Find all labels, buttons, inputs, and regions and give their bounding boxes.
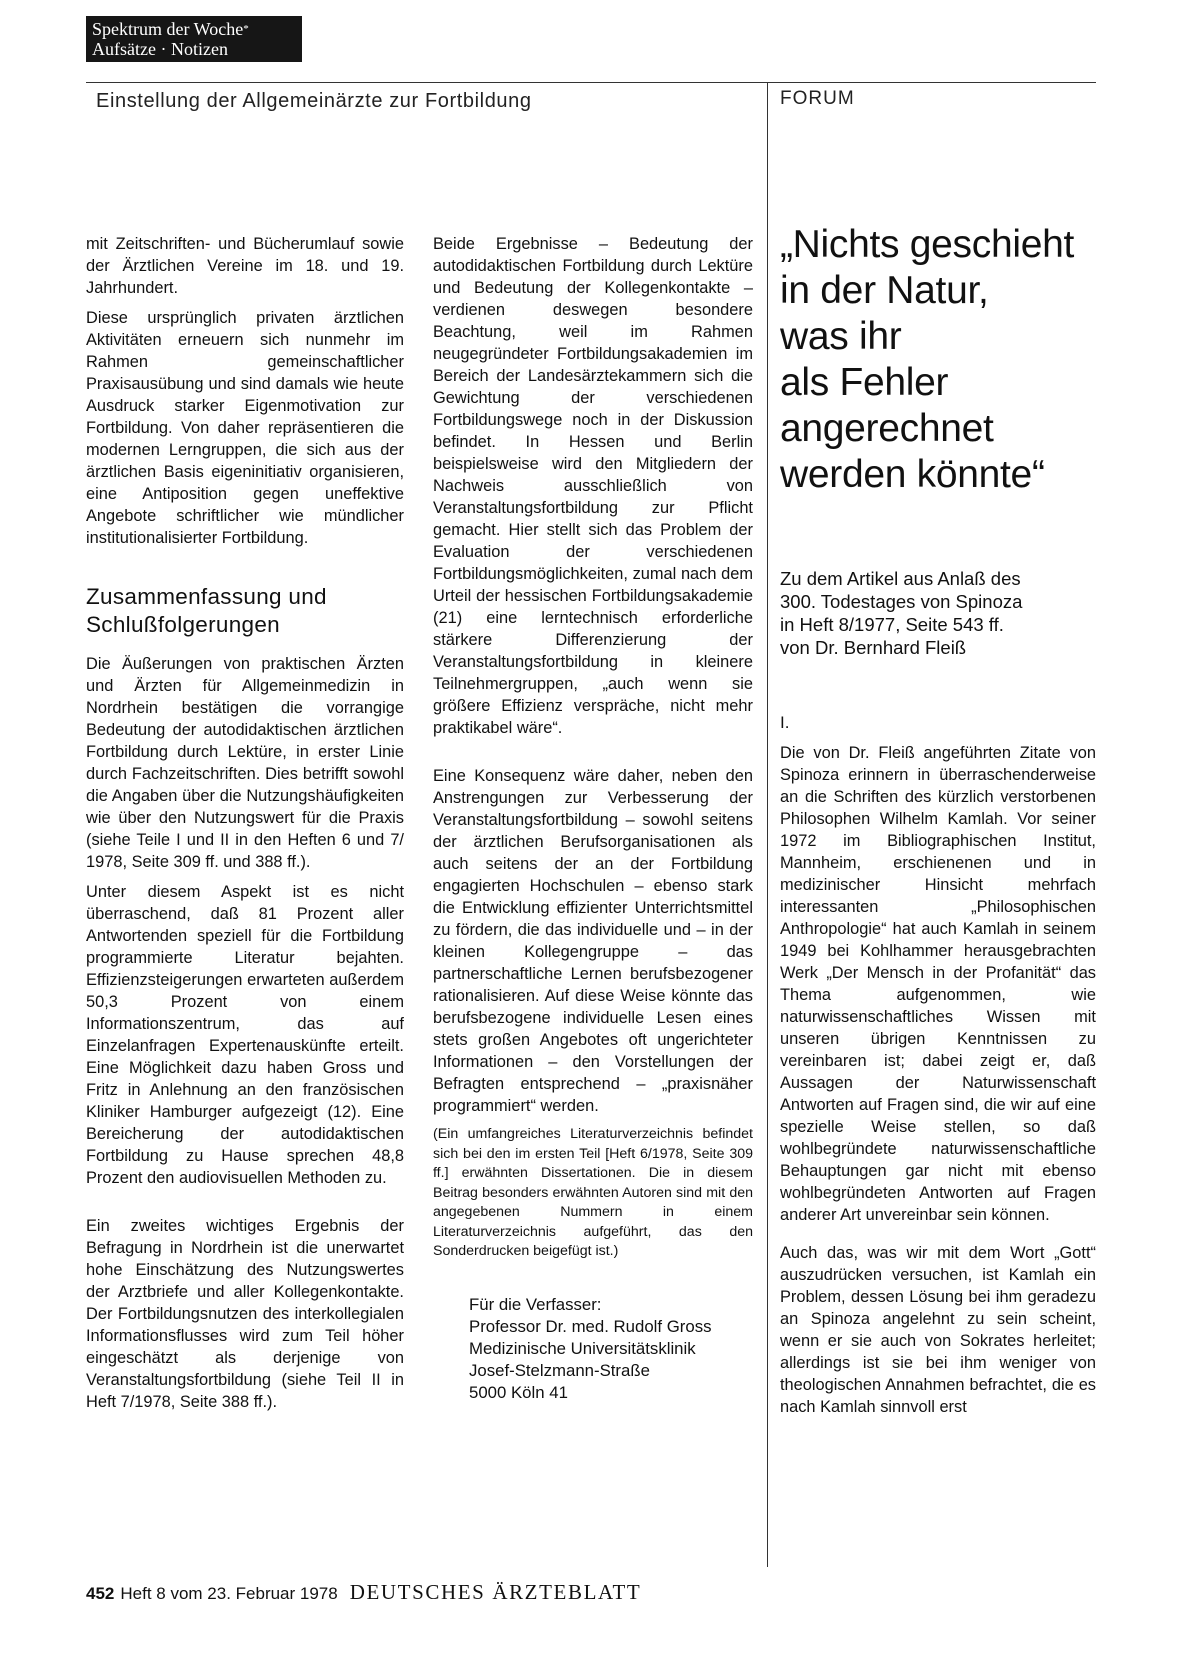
article-column-2 (433, 233, 753, 1404)
subtitle-line: in Heft 8/1977, Seite 543 ff. (780, 614, 1004, 635)
paragraph: Die Äußerungen von praktischen Ärzten und Ärzten für Allgemeinmedizin in Nordrhein bestätigen die vorrangige Bedeutung der autodidaktischen ärztlichen Fortbildung durch Lektüre, in erster Linie durch Fachzeitschriften. Dies betrifft sowohl die Angaben über die Nutzungshäufigkeiten wie über den Nutzungswert für die Praxis (siehe Teile I und II in den Heften 6 und 7/ 1978, Seite 309 ff. und 388 ff.). (86, 655, 404, 871)
author-line: Josef-Stelzmann-Straße (469, 1360, 650, 1380)
header-rule (86, 82, 1096, 83)
forum-subtitle (780, 567, 1100, 659)
paragraph: Die von Dr. Fleiß angeführten Zitate von Spinoza erinnern in überraschenderweise an die Schriften des kürzlich verstorbenen Philosophen Wilhelm Kamlah. Vor seiner 1972 im Bibliographischen Institut, Mannheim, erschienenen und in medizinischer Hinsicht mehrfach interessanten „Philosophischen Anthropologie“ hat auch Kamlah in seinem 1949 bei Kohlhammer herausgebrachten Werk „Der Mensch in der Profanität“ das Thema aufgenommen, wie naturwissenschaftliches Wissen mit unseren übrigen Kenntnissen zu vereinbaren ist; dabei zeigt er, daß Aussagen der Naturwissenschaft Antworten auf Fragen sind, die wir auf eine spezielle Weise stellen, so daß wohlbegründete naturwissenschaftliche Behauptungen gar nicht mit ebenso wohlbegründeten Antworten auf Fragen anderer Art unvereinbar sein können. (780, 744, 1096, 1224)
forum-column (780, 712, 1096, 1426)
paragraph: mit Zeitschriften- und Bücherumlauf sowie der Ärztlichen Vereine im 18. und 19. Jahrhundert. (86, 235, 404, 297)
subtitle-line: von Dr. Bernhard Fleiß (780, 637, 967, 658)
literature-note: (Ein umfangreiches Literaturverzeichnis befindet sich bei den im ersten Teil [Heft 6/1978, Seite 309 ff.] erwähnten Dissertationen. Die in diesem Beitrag besonders erwähnten Autoren sind mit den angegebenen Nummern in einem Literaturverzeichnis aufgeführt, das den Sonderdrucken beigefügt ist.) (433, 1126, 753, 1259)
paragraph: Unter diesem Aspekt ist es nicht überraschend, daß 81 Prozent aller Antwortenden speziell für die Fortbildung programmierte Literatur bejahten. Effizienzsteigerungen erwarteten außerdem 50,3 Prozent von einem Informationszentrum, das auf Einzelanfragen Expertenauskünfte erteilt. Eine Möglichkeit dazu haben Gross und Fritz in Anlehnung an den französischen Kliniker Hamburger aufgezeigt (12). Eine Bereicherung der autodidaktischen Fortbildung zu Hause sprechen 48,8 Prozent den audiovisuellen Methoden zu. (86, 883, 404, 1187)
subtitle-line: 300. Todestages von Spinoza (780, 591, 1023, 612)
section-badge (86, 16, 302, 62)
headline-line: werden könnte“ (780, 453, 1045, 496)
badge-line-2: Aufsätze · Notizen (92, 39, 228, 59)
author-line: Für die Verfasser: (469, 1294, 602, 1314)
headline-line: was ihr (780, 315, 902, 358)
issue-info: Heft 8 vom 23. Februar 1978 (120, 1584, 338, 1603)
author-line: 5000 Köln 41 (469, 1382, 568, 1402)
badge-star: * (243, 23, 249, 35)
running-title: Einstellung der Allgemeinärzte zur Fortbildung (96, 90, 532, 112)
forum-headline (780, 222, 1100, 498)
page-number: 452 (86, 1584, 115, 1603)
subtitle-line: Zu dem Artikel aus Anlaß des (780, 568, 1021, 589)
headline-line: als Fehler (780, 361, 949, 404)
section-heading: Zusammenfassung und Schlußfolgerungen (86, 584, 327, 637)
paragraph: Diese ursprünglich privaten ärztlichen Aktivitäten erneuern sich nunmehr im Rahmen gemeinschaftlicher Praxisausübung und sind damals wie heute Ausdruck starker Eigenmotivation zur Fortbildung. Von daher repräsentieren die modernen Lerngruppen, die sich aus der ärztlichen Basis eigeninitiativ organisieren, eine Antiposition gegen uneffektive Angebote schriftlicher wie mündlicher institutionalisierter Fortbildung. (86, 309, 404, 547)
section-number: I. (780, 713, 790, 732)
paragraph: Beide Ergebnisse – Bedeutung der autodidaktischen Fortbildung durch Lektüre und Bedeutung der Kollegenkontakte – verdienen deswegen besondere Beachtung, weil im Rahmen neugegründeter Fortbildungsakademien im Bereich der Landesärztekammern sich die Gewichtung der verschiedenen Fortbildungswege noch in der Diskussion befindet. In Hessen und Berlin beispielsweise wird den Mitgliedern der Nachweis ausschließlich von Veranstaltungsfortbildung zur Pflicht gemacht. Hier stellt sich das Problem der Evaluation der verschiedenen Fortbildungsmöglichkeiten, zumal nach dem Urteil der hessischen Fortbildungsakademie (21) eine lerntechnisch erforderliche stärkere Differenzierung der Veranstaltungsfortbildung in kleinere Teilnehmergruppen, „auch wenn sie größere Effizienz verspräche, nicht mehr praktikabel wäre“. (433, 235, 753, 737)
author-line: Medizinische Universitätsklinik (469, 1338, 696, 1358)
author-address (469, 1294, 753, 1404)
paragraph: Ein zweites wichtiges Ergebnis der Befragung in Nordrhein ist die unerwartet hohe Einschätzung des Nutzungswertes der Arztbriefe und aller Kollegenkontakte. Der Fortbildungsnutzen des interkollegialen Informationsflusses wird zum Teil höher eingeschätzt als derjenige von Veranstaltungsfortbildung (siehe Teil II in Heft 7/1978, Seite 388 ff.). (86, 1217, 404, 1411)
author-line: Professor Dr. med. Rudolf Gross (469, 1316, 712, 1336)
paragraph: Eine Konsequenz wäre daher, neben den Anstrengungen zur Verbesserung der Veranstaltungsfortbildung – sowohl seitens der ärztlichen Berufsorganisationen als auch seitens der an der Fortbildung engagierten Hochschulen – ebenso stark die Entwicklung effizienter Unterrichtsmittel zu fördern, die das individuelle und – in der kleinen Kollegengruppe – das partnerschaftliche Lernen berufsbezogener rationalisieren. Auf diese Weise könnte das berufsbezogene individuelle Lesen eines stets großen Angebotes oft ungerichteter Informationen – den Vorstellungen der Befragten entsprechend – „praxisnäher programmiert“ werden. (433, 767, 753, 1115)
journal-name: DEUTSCHES ÄRZTEBLATT (349, 1580, 642, 1604)
headline-line: „Nichts geschieht (780, 223, 1075, 266)
paragraph: Auch das, was wir mit dem Wort „Gott“ auszudrücken versuchen, ist Kamlah ein Problem, dessen Lösung bei ihm geradezu an Spinoza angelehnt zu sein scheint, wenn er sie auch von Sokrates herleitet; allerdings ist sie bei ihm weniger von theologischen Annahmen befrachtet, die es nach Kamlah sinnvoll erst (780, 1244, 1096, 1416)
headline-line: angerechnet (780, 407, 994, 450)
page-footer (86, 1580, 641, 1605)
headline-line: in der Natur, (780, 269, 989, 312)
article-column-1 (86, 233, 404, 1421)
badge-line-1: Spektrum der Woche (92, 19, 244, 39)
forum-label: FORUM (780, 88, 855, 109)
column-divider (767, 82, 768, 1567)
